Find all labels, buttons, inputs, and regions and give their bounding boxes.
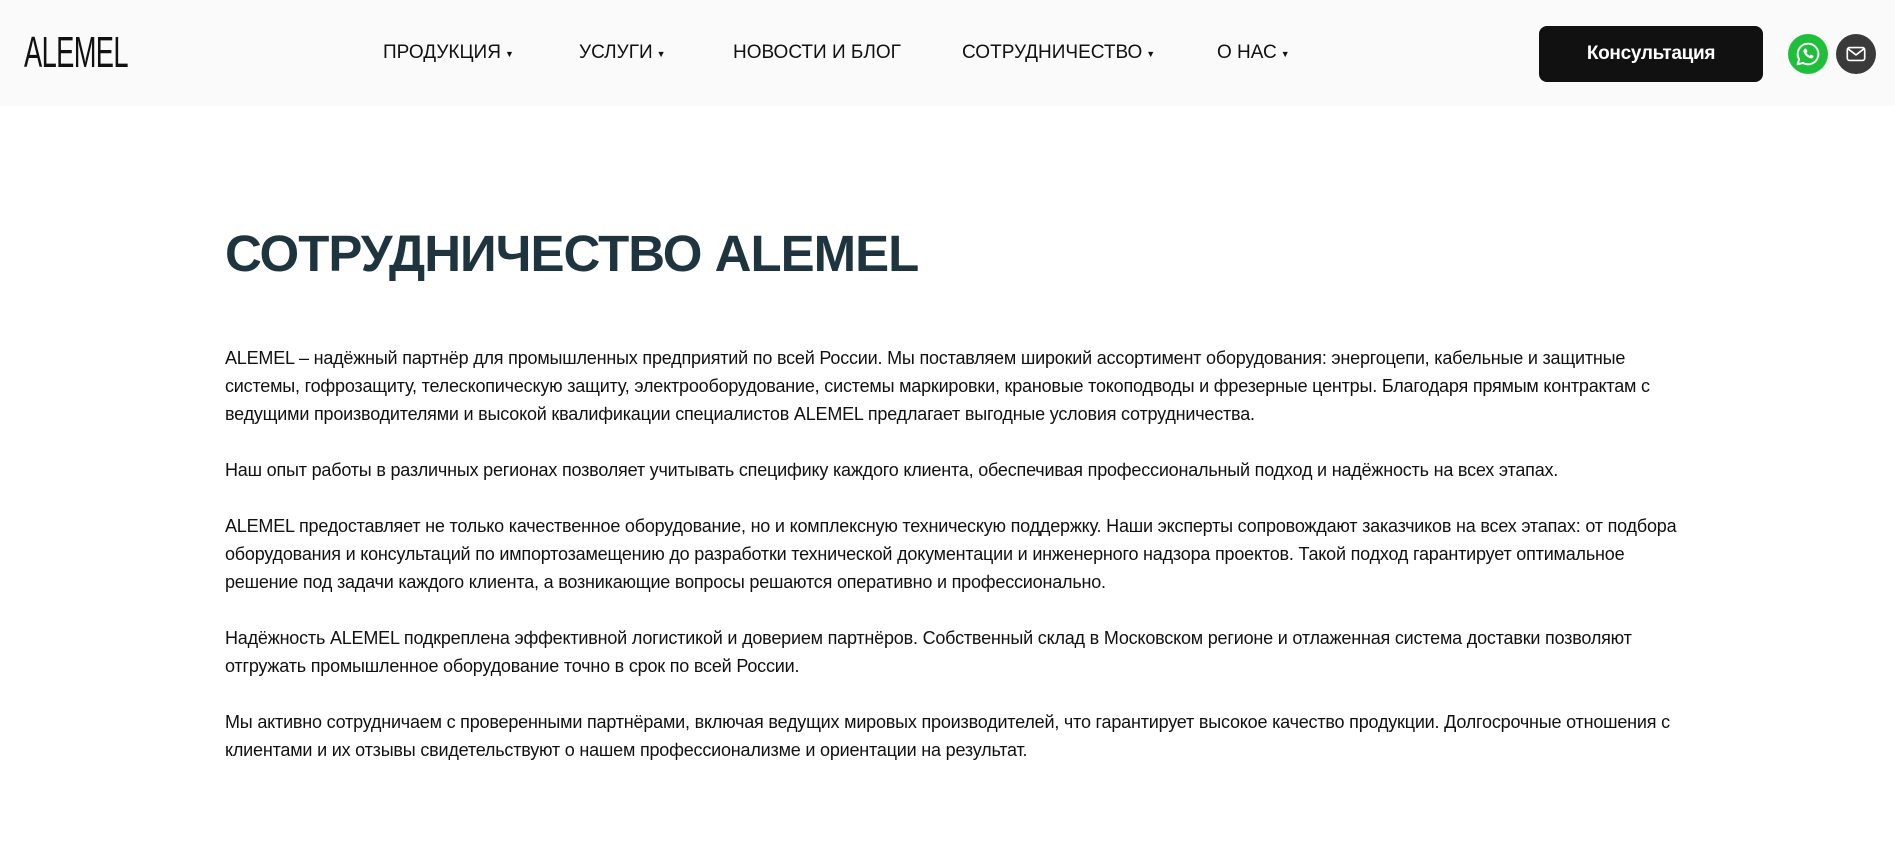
nav-item-label: НОВОСТИ И БЛОГ — [733, 42, 901, 63]
paragraph-experience: Наш опыт работы в различных регионах позволяет учитывать специфику каждого клиента, обеспечивая профессиональный подход и надёжность на всех этапах. — [225, 460, 1559, 480]
paragraph-intro: ALEMEL – надёжный партнёр для промышленных предприятий по всей России. Мы поставляем широкий ассортимент оборудования: энергоцепи, кабельные и защитные системы, гофрозащиту, телескопическую защиту, электрооборудование, системы маркировки, крановые токоподводы и фрезерные центры. Благодаря прямым контрактам с ведущими производителями и высокой квалификации специалистов ALEMEL предлагает выгодные условия сотрудничества. — [225, 348, 1650, 424]
text-section — [225, 344, 1685, 764]
nav-item-label: УСЛУГИ — [579, 42, 653, 64]
whatsapp-icon[interactable] — [1788, 34, 1828, 74]
nav-item-about[interactable] — [1217, 41, 1290, 65]
main-content — [225, 220, 1685, 792]
caret-down-icon: ▼ — [504, 49, 514, 59]
consultation-button[interactable]: Консультация — [1539, 26, 1763, 82]
paragraph-logistics: Надёжность ALEMEL подкреплена эффективной логистикой и доверием партнёров. Собственный склад в Московском регионе и отлаженная система доставки позволяют отгружать промышленное оборудование точно в срок по всей России. — [225, 628, 1632, 676]
mail-icon[interactable] — [1836, 34, 1876, 74]
page-title: СОТРУДНИЧЕСТВО ALEMEL — [225, 225, 919, 282]
caret-down-icon: ▼ — [1280, 49, 1290, 59]
paragraph-partners: Мы активно сотрудничаем с проверенными партнёрами, включая ведущих мировых производителей, что гарантирует высокое качество продукции. Долгосрочные отношения с клиентами и их отзывы свидетельствуют о нашем профессионализме и ориентации на результат. — [225, 712, 1670, 760]
site-logo[interactable]: ALEMEL — [24, 28, 128, 77]
nav-item-label: О НАС — [1217, 42, 1277, 64]
nav-item-label: ПРОДУКЦИЯ — [383, 42, 501, 64]
nav-item-news-blog[interactable] — [733, 41, 901, 65]
nav-item-services[interactable] — [579, 41, 666, 65]
caret-down-icon: ▼ — [656, 49, 666, 59]
nav-item-products[interactable] — [383, 41, 514, 65]
nav-item-cooperation[interactable] — [962, 41, 1155, 65]
paragraph-support: ALEMEL предоставляет не только качественное оборудование, но и комплексную техническую поддержку. Наши эксперты сопровождают заказчиков на всех этапах: от подбора оборудования и консультаций по импортозамещению до разработки технической документации и инженерного надзора проектов. Такой подход гарантирует оптимальное решение под задачи каждого клиента, а возникающие вопросы решаются оперативно и профессионально. — [225, 516, 1677, 592]
site-header — [0, 0, 1895, 106]
caret-down-icon: ▼ — [1146, 49, 1156, 59]
nav-item-label: СОТРУДНИЧЕСТВО — [962, 42, 1143, 64]
